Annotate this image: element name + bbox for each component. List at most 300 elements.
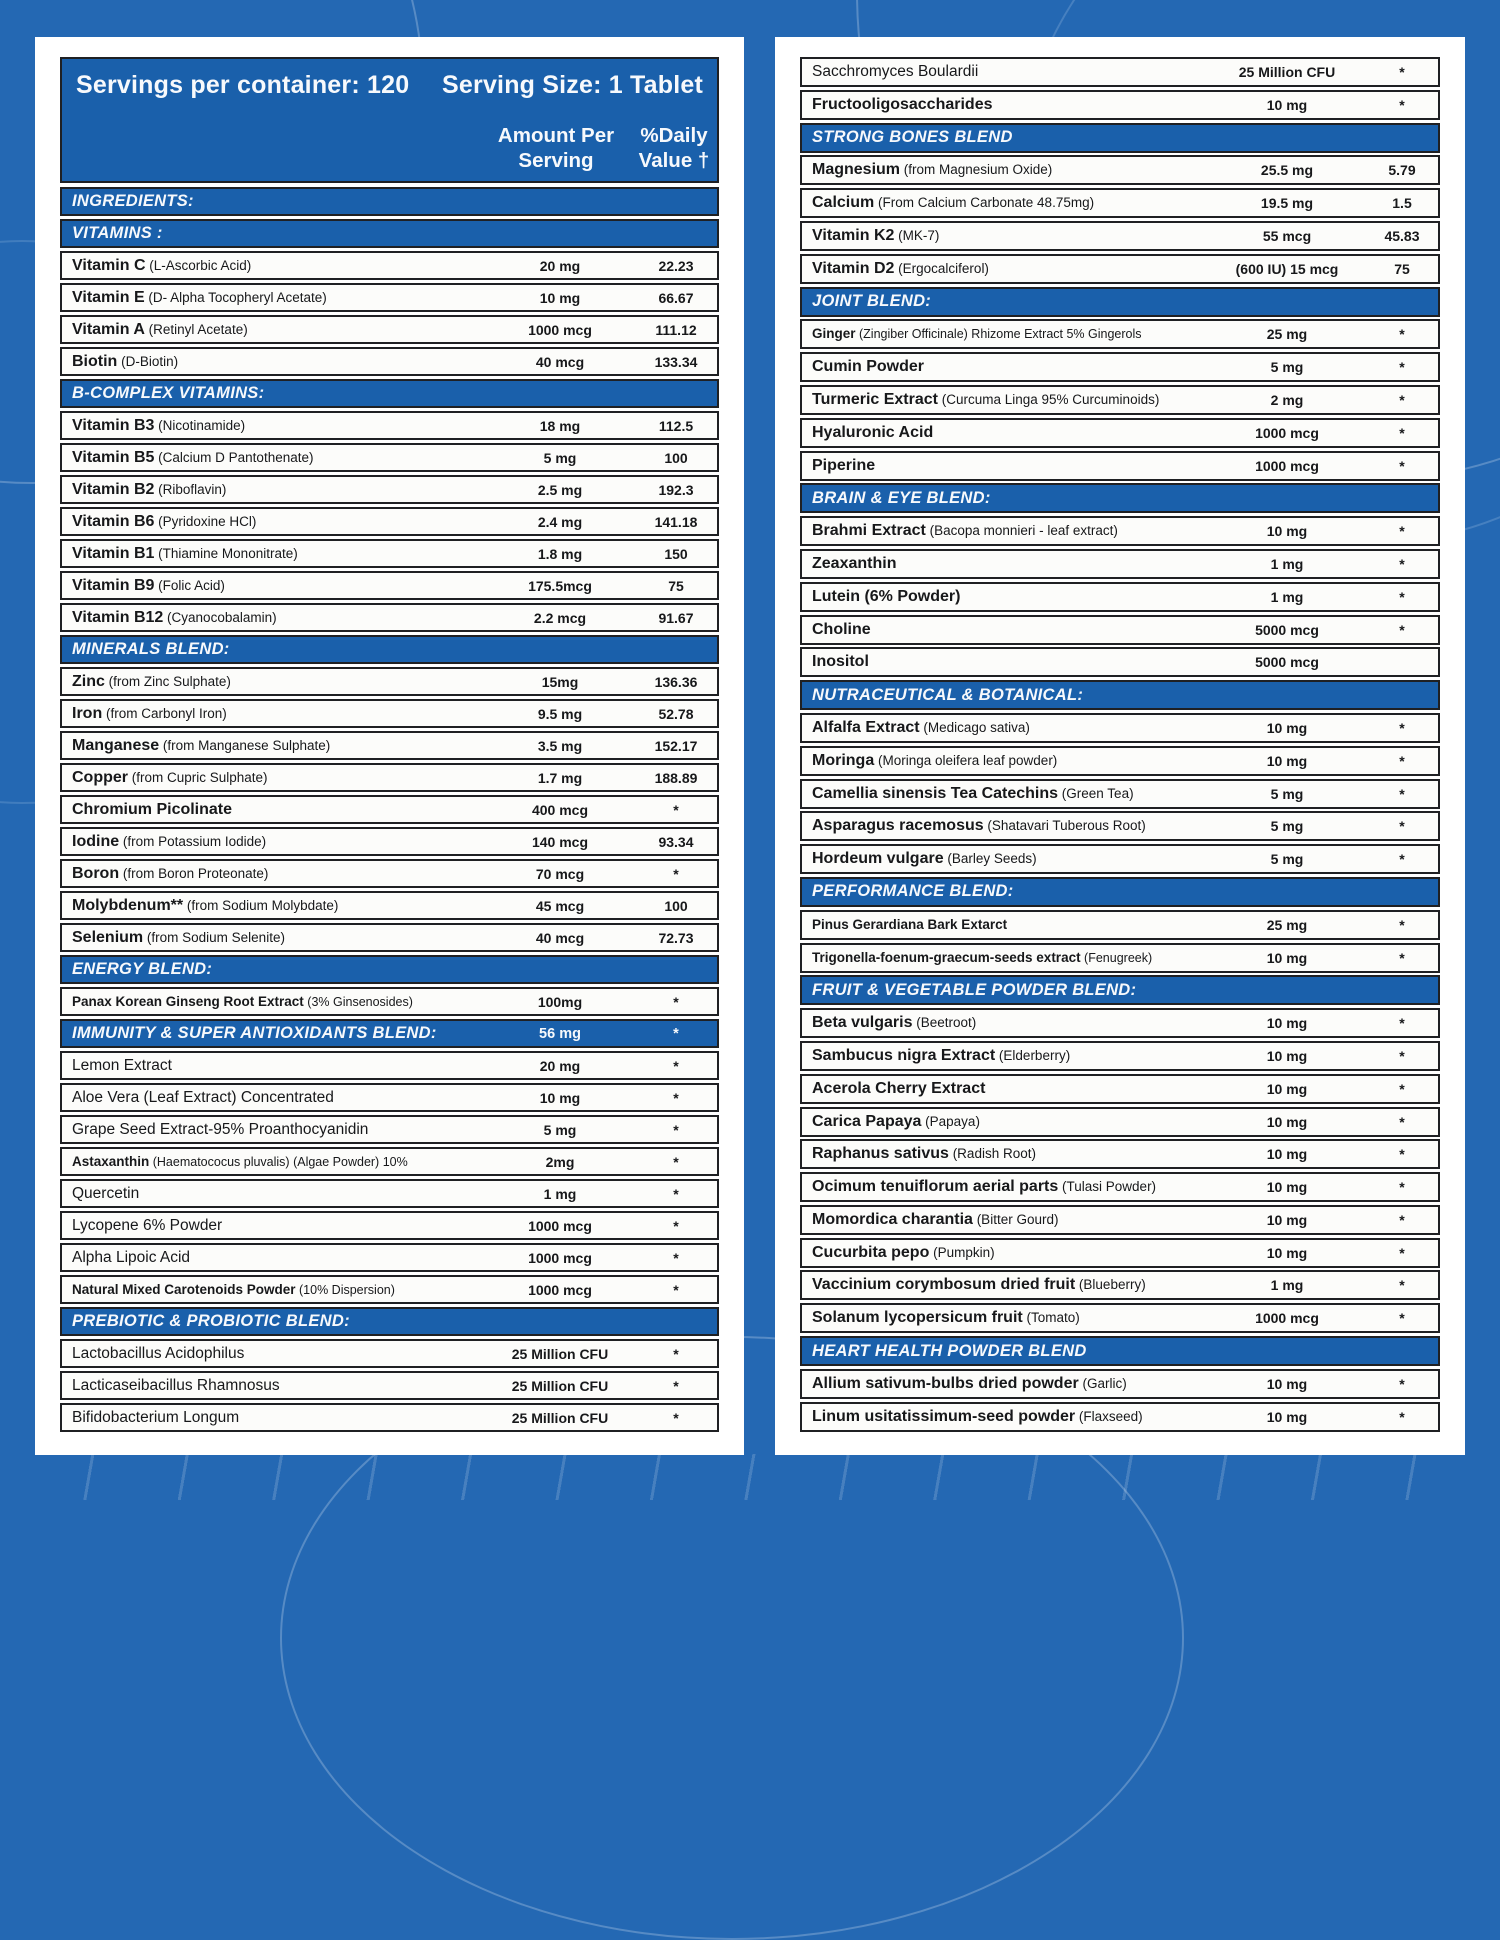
amount-value: 100mg — [537, 993, 583, 1010]
ingredient-name-cell — [802, 817, 1208, 835]
amount-value: 1000 mcg — [1255, 424, 1319, 441]
ingredient-name: Linum usitatissimum-seed powder — [812, 1407, 1076, 1425]
ingredient-name: Fructooligosaccharides — [812, 95, 993, 113]
ingredient-name: Natural Mixed Carotenoids Powder — [72, 1281, 296, 1297]
ingredient-row — [800, 188, 1440, 218]
section-amount: 56 mg — [539, 1025, 581, 1042]
ingredient-name: Acerola Cherry Extract — [812, 1079, 986, 1097]
ingredient-name: Cumin Powder — [812, 358, 925, 376]
ingredient-row — [60, 667, 719, 696]
ingredient-row — [800, 319, 1440, 349]
daily-value: 112.5 — [658, 417, 694, 434]
right-ingredient-table — [800, 57, 1440, 1432]
daily-value: 66.67 — [658, 289, 694, 306]
amount-value: 2.4 mg — [537, 513, 583, 530]
ingredient-name-cell — [802, 1408, 1208, 1426]
amount-value: 55 mcg — [1262, 227, 1312, 244]
ingredient-row — [60, 315, 719, 344]
ingredient-detail: (Calcium D Pantothenate) — [154, 449, 314, 465]
ingredient-name-cell — [62, 1345, 485, 1363]
ingredient-name-cell — [802, 1211, 1208, 1229]
daily-value: 141.18 — [654, 513, 698, 530]
ingredient-detail: (Papaya) — [921, 1113, 980, 1129]
daily-value: * — [1399, 359, 1405, 376]
ingredient-name-cell — [802, 1375, 1208, 1393]
ingredient-name: Iodine — [72, 832, 120, 850]
ingredient-row — [800, 1172, 1440, 1202]
serving-size: Serving Size: 1 Tablet — [442, 71, 703, 99]
ingredient-name-cell — [802, 1014, 1208, 1032]
ingredient-name: Vitamin B9 — [72, 576, 155, 594]
right-label-panel — [775, 37, 1465, 1455]
ingredient-name-cell — [802, 1080, 1208, 1098]
ingredient-detail: (Riboflavin) — [154, 481, 227, 497]
ingredient-name: Selenium — [72, 928, 144, 946]
daily-value-column-header: %Daily Value † — [638, 124, 710, 172]
ingredient-detail: (Cyanocobalamin) — [163, 609, 277, 625]
ingredient-row — [60, 923, 719, 952]
amount-value: 10 mg — [1266, 719, 1308, 736]
ingredient-row — [800, 549, 1440, 579]
ingredient-name: Lycopene 6% Powder — [72, 1216, 223, 1234]
ingredient-name-cell — [62, 417, 485, 435]
ingredient-name-cell — [62, 897, 485, 915]
ingredient-name: Lemon Extract — [72, 1056, 172, 1074]
daily-value: * — [673, 801, 679, 818]
daily-value: 5.79 — [1388, 162, 1416, 179]
daily-value: * — [1399, 949, 1405, 966]
daily-value: * — [673, 1249, 679, 1266]
ingredient-row — [60, 1083, 719, 1112]
ingredient-name-cell — [802, 588, 1208, 606]
ingredient-detail: (from Boron Proteonate) — [119, 865, 269, 881]
amount-value: 3.5 mg — [537, 737, 583, 754]
ingredient-row — [60, 699, 719, 728]
daily-value: 75 — [668, 577, 684, 594]
amount-value: 5 mg — [1270, 851, 1304, 868]
ingredient-name: Astaxanthin — [72, 1153, 150, 1169]
daily-value: * — [1399, 457, 1405, 474]
ingredient-detail: (D-Biotin) — [117, 353, 179, 369]
ingredient-name-cell — [802, 752, 1208, 770]
ingredient-name: Pinus Gerardiana Bark Extarct — [812, 916, 1008, 932]
ingredient-name-cell — [802, 1244, 1208, 1262]
ingredient-row — [800, 713, 1440, 743]
ingredient-row — [800, 943, 1440, 973]
ingredient-name: Momordica charantia — [812, 1210, 973, 1228]
section-header-bar — [60, 1307, 719, 1336]
ingredient-detail: (Curcuma Linga 95% Curcuminoids) — [937, 391, 1160, 407]
amount-value: 25 mg — [1266, 326, 1308, 343]
amount-value: 10 mg — [539, 1089, 581, 1106]
daily-value: * — [1399, 719, 1405, 736]
daily-value: * — [1399, 1310, 1405, 1327]
ingredient-name-cell — [62, 1217, 485, 1235]
ingredient-name: Vitamin B2 — [72, 480, 155, 498]
ingredient-name-cell — [802, 1178, 1208, 1196]
amount-value: 10 mg — [1266, 1113, 1308, 1130]
ingredient-name-cell — [62, 705, 485, 723]
amount-value: 40 mcg — [535, 929, 585, 946]
ingredient-name: Iron — [72, 704, 103, 722]
ingredient-detail: (Radish Root) — [948, 1146, 1036, 1162]
ingredient-detail: (Moringa oleifera leaf powder) — [874, 752, 1058, 768]
ingredient-name: Chromium Picolinate — [72, 800, 233, 818]
ingredient-detail: (Elderberry) — [995, 1047, 1071, 1063]
daily-value: * — [1399, 1080, 1405, 1097]
ingredient-detail: (Thiamine Mononitrate) — [154, 545, 298, 561]
section-title: FRUIT & VEGETABLE POWDER BLEND: — [812, 980, 1137, 999]
amount-value: 5000 mcg — [1255, 621, 1319, 638]
ingredient-name: Copper — [72, 768, 128, 786]
ingredient-name-cell — [802, 227, 1208, 245]
ingredient-detail: (from Sodium Molybdate) — [183, 897, 339, 913]
ingredient-detail: (Nicotinamide) — [154, 417, 246, 433]
ingredient-name-cell — [62, 1057, 485, 1075]
ingredient-detail: (Ergocalciferol) — [894, 260, 989, 276]
ingredient-row — [800, 1074, 1440, 1104]
ingredient-detail: (Tomato) — [1022, 1310, 1080, 1326]
ingredient-row — [800, 1107, 1440, 1137]
daily-value: 93.34 — [658, 833, 694, 850]
ingredient-row — [800, 221, 1440, 251]
ingredient-name: Trigonella-foenum-graecum-seeds extract — [812, 949, 1081, 965]
daily-value: * — [673, 993, 679, 1010]
ingredient-row — [60, 571, 719, 600]
ingredient-detail: (Medicago sativa) — [919, 719, 1030, 735]
ingredient-name: Ginger — [812, 326, 856, 342]
amount-value: 5000 mcg — [1255, 654, 1319, 671]
left-label-panel — [35, 37, 744, 1455]
ingredient-name: Beta vulgaris — [812, 1014, 913, 1032]
daily-value: * — [1399, 916, 1405, 933]
ingredient-name-cell — [62, 833, 485, 851]
ingredient-row — [800, 1139, 1440, 1169]
section-title: PERFORMANCE BLEND: — [812, 882, 1014, 901]
ingredient-name: Vitamin C — [72, 256, 146, 274]
section-header-bar — [800, 287, 1440, 317]
amount-value: 9.5 mg — [537, 705, 583, 722]
daily-value: * — [1399, 588, 1405, 605]
ingredient-detail: (from Potassium Iodide) — [119, 833, 267, 849]
daily-value: * — [1399, 752, 1405, 769]
ingredient-name: Lactobacillus Acidophilus — [72, 1344, 245, 1362]
daily-value: * — [1399, 1408, 1405, 1425]
ingredient-detail: (Pyridoxine HCl) — [154, 513, 257, 529]
ingredient-detail: (Bacopa monnieri - leaf extract) — [925, 523, 1118, 539]
ingredient-row — [60, 1403, 719, 1432]
amount-value: 10 mg — [1266, 1047, 1308, 1064]
daily-value: 22.23 — [658, 257, 694, 274]
ingredient-row — [60, 1243, 719, 1272]
ingredient-name: Aloe Vera (Leaf Extract) Concentrated — [72, 1088, 334, 1106]
amount-value: 70 mcg — [535, 865, 585, 882]
ingredient-detail: (Beetroot) — [912, 1015, 977, 1031]
amount-value: 20 mg — [539, 257, 581, 274]
amount-value: 5 mg — [1270, 818, 1304, 835]
daily-value: 52.78 — [658, 705, 694, 722]
section-dv: * — [673, 1025, 679, 1042]
ingredient-row — [60, 859, 719, 888]
ingredient-name-cell — [802, 522, 1208, 540]
amount-value: 10 mg — [1266, 1408, 1308, 1425]
ingredient-name-cell — [802, 1047, 1208, 1065]
ingredient-name: Calcium — [812, 194, 875, 212]
ingredient-name-cell — [62, 609, 485, 627]
amount-value: 25 mg — [1266, 916, 1308, 933]
ingredient-name: Vitamin B12 — [72, 608, 164, 626]
ingredient-detail: (L-Ascorbic Acid) — [145, 257, 252, 273]
ingredient-row — [60, 891, 719, 920]
ingredient-name: Brahmi Extract — [812, 522, 926, 540]
ingredient-name: Zinc — [72, 672, 105, 690]
amount-value: 400 mcg — [531, 801, 589, 818]
daily-value: * — [1399, 523, 1405, 540]
amount-value: 25.5 mg — [1260, 162, 1314, 179]
ingredient-name-cell — [62, 449, 485, 467]
ingredient-row — [800, 1205, 1440, 1235]
amount-value: 1.8 mg — [537, 545, 583, 562]
daily-value: * — [673, 1121, 679, 1138]
ingredient-row — [800, 352, 1440, 382]
table-header — [60, 57, 719, 183]
ingredient-detail: (From Calcium Carbonate 48.75mg) — [874, 195, 1095, 211]
ingredient-row — [800, 385, 1440, 415]
ingredient-row — [60, 1371, 719, 1400]
amount-value: 5 mg — [1270, 359, 1304, 376]
ingredient-row — [60, 827, 719, 856]
amount-value: 10 mg — [1266, 1146, 1308, 1163]
ingredient-name-cell — [802, 916, 1208, 934]
ingredient-name: Piperine — [812, 456, 876, 474]
ingredient-name: Turmeric Extract — [812, 390, 938, 408]
ingredient-row — [800, 418, 1440, 448]
ingredient-detail: (from Sodium Selenite) — [143, 929, 285, 945]
daily-value: 188.89 — [654, 769, 698, 786]
section-header-bar — [800, 680, 1440, 710]
amount-value: 1000 mcg — [1255, 457, 1319, 474]
daily-value: * — [1399, 785, 1405, 802]
ingredient-row — [60, 1051, 719, 1080]
ingredient-row — [800, 811, 1440, 841]
amount-value: 1000 mcg — [1255, 1310, 1319, 1327]
daily-value: * — [1399, 1277, 1405, 1294]
ingredient-row — [800, 1041, 1440, 1071]
serving-info — [62, 71, 717, 100]
amount-value: 1000 mcg — [528, 1217, 592, 1234]
ingredient-detail: (Green Tea) — [1058, 785, 1134, 801]
amount-value: 1.7 mg — [537, 769, 583, 786]
daily-value: * — [1399, 96, 1405, 113]
ingredient-name-cell — [802, 63, 1208, 81]
amount-value: 10 mg — [1266, 523, 1308, 540]
ingredient-name-cell — [802, 1276, 1208, 1294]
ingredient-name-cell — [802, 850, 1208, 868]
ingredient-row — [60, 443, 719, 472]
daily-value: 136.36 — [654, 673, 698, 690]
amount-value: 10 mg — [1266, 1080, 1308, 1097]
ingredient-row — [60, 987, 719, 1016]
ingredient-name-cell — [62, 737, 485, 755]
ingredient-name-cell — [62, 1281, 485, 1299]
daily-value: 111.12 — [655, 321, 697, 338]
ingredient-detail: (from Manganese Sulphate) — [159, 737, 331, 753]
daily-value: * — [673, 1409, 679, 1426]
amount-value: 140 mcg — [531, 833, 589, 850]
ingredient-name-cell — [802, 949, 1208, 967]
ingredient-name: Asparagus racemosus — [812, 817, 984, 835]
ingredient-row — [60, 347, 719, 376]
daily-value: * — [1399, 391, 1405, 408]
amount-value: 10 mg — [1266, 1179, 1308, 1196]
ingredient-row — [60, 539, 719, 568]
ingredient-name-cell — [62, 1185, 485, 1203]
ingredient-name-cell — [802, 785, 1208, 803]
daily-value: * — [1399, 1179, 1405, 1196]
ingredient-detail: (from Carbonyl Iron) — [102, 705, 227, 721]
amount-value: 2mg — [545, 1153, 575, 1170]
ingredient-name: Quercetin — [72, 1184, 140, 1202]
amount-value: 25 Million CFU — [511, 1377, 609, 1394]
section-title: BRAIN & EYE BLEND: — [812, 488, 991, 507]
ingredient-name-cell — [62, 545, 485, 563]
daily-value: 100 — [664, 449, 688, 466]
daily-value: 75 — [1394, 260, 1410, 277]
ingredient-name: Vitamin B5 — [72, 448, 155, 466]
ingredient-detail: (Garlic) — [1078, 1375, 1127, 1391]
ingredient-name-cell — [802, 1113, 1208, 1131]
section-title: VITAMINS : — [72, 224, 163, 242]
ingredient-name: Inositol — [812, 653, 869, 671]
amount-value: 10 mg — [1266, 1375, 1308, 1392]
amount-value: 10 mg — [1266, 1211, 1308, 1228]
amount-value: 10 mg — [1266, 1015, 1308, 1032]
section-header-bar — [800, 975, 1440, 1005]
ingredient-name-cell — [62, 481, 485, 499]
ingredient-name-cell — [62, 321, 485, 339]
ingredient-detail: (10% Dispersion) — [295, 1282, 395, 1297]
ingredient-row — [800, 1008, 1440, 1038]
ingredient-detail: (Shatavari Tuberous Root) — [983, 818, 1146, 834]
ingredient-name: Zeaxanthin — [812, 554, 897, 572]
ingredient-detail: (MK-7) — [894, 227, 940, 243]
ingredient-detail: (Pumpkin) — [929, 1244, 995, 1260]
daily-value: 133.34 — [654, 353, 698, 370]
ingredient-row — [800, 779, 1440, 809]
ingredient-name-cell — [62, 1121, 485, 1139]
daily-value: * — [1399, 1015, 1405, 1032]
ingredient-name: Sambucus nigra Extract — [812, 1046, 996, 1064]
daily-value: 45.83 — [1384, 227, 1420, 244]
section-title: NUTRACEUTICAL & BOTANICAL: — [812, 685, 1084, 704]
ingredient-row — [60, 603, 719, 632]
ingredient-name: Ocimum tenuiflorum aerial parts — [812, 1178, 1059, 1196]
daily-value: * — [673, 1281, 679, 1298]
daily-value: 100 — [664, 897, 688, 914]
ingredient-name: Carica Papaya — [812, 1112, 922, 1130]
section-title: ENERGY BLEND: — [72, 960, 213, 978]
section-title: MINERALS BLEND: — [72, 640, 230, 658]
amount-value: 10 mg — [1266, 1244, 1308, 1261]
ingredient-detail: (from Zinc Sulphate) — [104, 673, 231, 689]
amount-value: 1 mg — [1270, 555, 1304, 572]
ingredient-name-cell — [802, 424, 1208, 442]
left-ingredient-table — [60, 187, 719, 1432]
amount-value: 10 mg — [1266, 752, 1308, 769]
ingredient-name: Vaccinium corymbosum dried fruit — [812, 1276, 1076, 1294]
ingredient-name: Vitamin E — [72, 288, 145, 306]
ingredient-name-cell — [62, 801, 485, 819]
amount-value: 1000 mcg — [528, 1281, 592, 1298]
ingredient-name-cell — [62, 513, 485, 531]
ingredient-name-cell — [62, 1249, 485, 1267]
ingredient-row — [800, 615, 1440, 645]
ingredient-name-cell — [62, 993, 485, 1011]
amount-value: 45 mcg — [535, 897, 585, 914]
ingredient-name-cell — [802, 194, 1208, 212]
ingredient-row — [800, 844, 1440, 874]
ingredient-detail: (Tulasi Powder) — [1058, 1179, 1157, 1195]
daily-value: * — [1399, 1047, 1405, 1064]
ingredient-name-cell — [802, 719, 1208, 737]
ingredient-name-cell — [62, 289, 485, 307]
ingredient-name-cell — [62, 1089, 485, 1107]
amount-value: 1 mg — [1270, 1277, 1304, 1294]
ingredient-name: Manganese — [72, 736, 160, 754]
amount-value: 10 mg — [1266, 949, 1308, 966]
ingredient-row — [60, 1147, 719, 1176]
daily-value: * — [673, 1377, 679, 1394]
ingredient-row — [800, 746, 1440, 776]
daily-value: * — [1399, 818, 1405, 835]
ingredient-row — [60, 411, 719, 440]
ingredient-name: Moringa — [812, 751, 875, 769]
ingredient-name: Boron — [72, 864, 120, 882]
daily-value: 192.3 — [658, 481, 694, 498]
ingredient-name: Allium sativum-bulbs dried powder — [812, 1374, 1079, 1392]
ingredient-row — [800, 90, 1440, 120]
ingredient-row — [60, 1179, 719, 1208]
amount-value: 1000 mcg — [528, 321, 592, 338]
ingredient-row — [60, 475, 719, 504]
daily-value: * — [673, 1345, 679, 1362]
amount-value: 10 mg — [1266, 96, 1308, 113]
ingredient-detail: (Barley Seeds) — [943, 851, 1037, 867]
ingredient-row — [800, 1238, 1440, 1268]
ingredient-name: Hyaluronic Acid — [812, 423, 934, 441]
ingredient-row — [60, 763, 719, 792]
section-title: PREBIOTIC & PROBIOTIC BLEND: — [72, 1312, 350, 1330]
ingredient-name-cell — [62, 673, 485, 691]
ingredient-row — [800, 451, 1440, 481]
ingredient-name: Camellia sinensis Tea Catechins — [812, 784, 1059, 802]
ingredient-row — [800, 1303, 1440, 1333]
ingredient-detail: (Haematococus pluvalis) (Algae Powder) 10% — [149, 1154, 408, 1169]
ingredient-name: Molybdenum** — [72, 896, 184, 914]
amount-value: 25 Million CFU — [511, 1409, 609, 1426]
amount-value: 25 Million CFU — [1238, 64, 1336, 80]
amount-value: 40 mcg — [535, 353, 585, 370]
ingredient-detail: (Folic Acid) — [154, 577, 225, 593]
ingredient-row — [60, 1275, 719, 1304]
daily-value: * — [1399, 555, 1405, 572]
daily-value: 152.17 — [654, 737, 698, 754]
ingredient-name-cell — [802, 555, 1208, 573]
amount-value: 18 mg — [539, 417, 581, 434]
ingredient-name: Cucurbita pepo — [812, 1243, 930, 1261]
section-title: STRONG BONES BLEND — [812, 128, 1013, 147]
ingredient-name: Sacchromyces Boulardii — [812, 63, 979, 80]
